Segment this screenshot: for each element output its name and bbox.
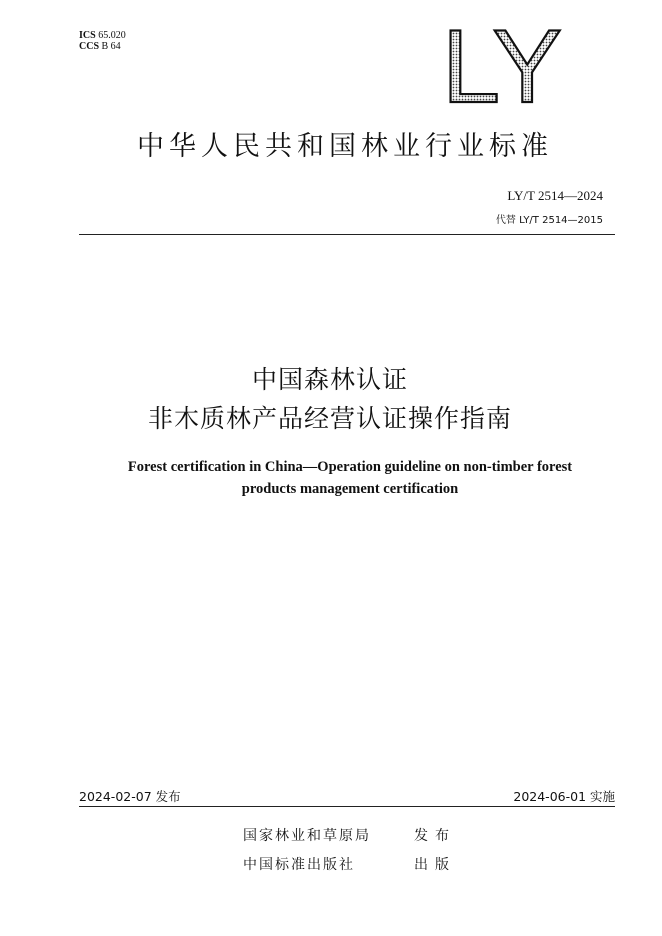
title-en-line2: products management certification xyxy=(241,481,459,497)
footer-divider xyxy=(79,806,615,807)
publisher-role-1: 发布 xyxy=(414,828,456,844)
title-en-line1: Forest certification in China—Operation guideline on non-timber forest xyxy=(127,459,573,475)
publisher-name-1: 国家林业和草原局 xyxy=(243,828,371,844)
replaces-standard: 代替 LY/T 2514—2015 xyxy=(495,215,603,226)
ccs-label: CCS xyxy=(79,41,100,52)
ly-logo-text: LY xyxy=(442,20,562,106)
header-divider xyxy=(79,234,615,235)
ics-label: ICS xyxy=(79,30,96,41)
publisher-name-2: 中国标准出版社 xyxy=(243,857,355,873)
ics-value: 65.020 xyxy=(98,30,126,41)
implement-date: 2024-06-01 实施 xyxy=(513,789,615,804)
ccs-code xyxy=(79,41,126,52)
standard-number: LY/T 2514—2024 xyxy=(507,188,603,203)
ly-logo xyxy=(440,20,565,106)
title-cn-line1: 中国森林认证 xyxy=(251,365,408,394)
ccs-value: B 64 xyxy=(101,41,121,52)
standard-category-title: 中华人民共和国林业行业标准 xyxy=(137,131,553,162)
ics-code xyxy=(79,30,126,41)
title-cn-line2: 非木质林产品经营认证操作指南 xyxy=(147,404,512,433)
publisher-role-2: 出版 xyxy=(414,857,456,873)
issue-date: 2024-02-07 发布 xyxy=(79,789,181,804)
classification-codes xyxy=(79,30,126,52)
ly-logo-graphic xyxy=(440,20,565,106)
